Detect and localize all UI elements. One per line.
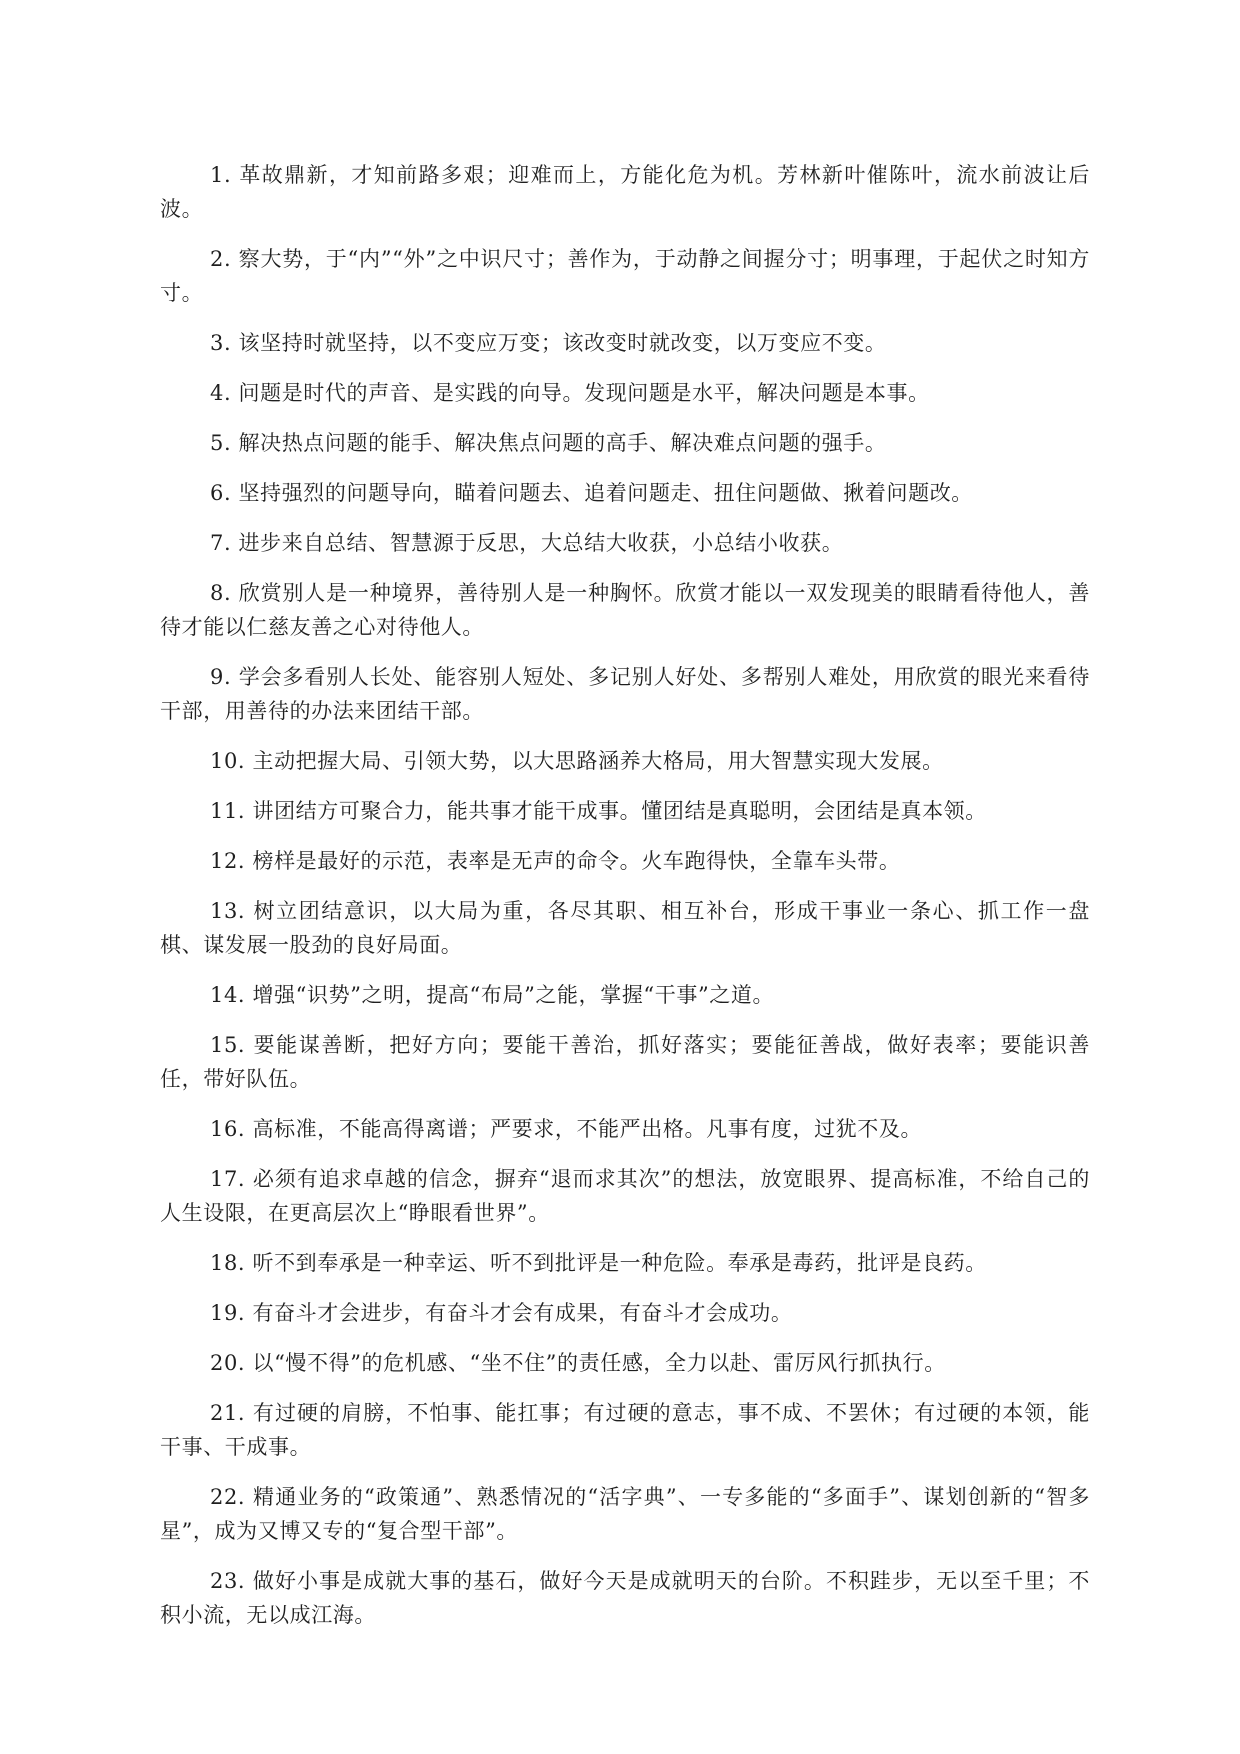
- list-item: 15. 要能谋善断，把好方向；要能干善治，抓好落实；要能征善战，做好表率；要能识善任，带好队伍。: [160, 1033, 1090, 1091]
- list-item: 12. 榜样是最好的示范，表率是无声的命令。火车跑得快，全靠车头带。: [210, 849, 901, 873]
- list-item: 19. 有奋斗才会进步，有奋斗才会有成果，有奋斗才会成功。: [210, 1301, 793, 1325]
- list-item: 17. 必须有追求卓越的信念，摒弃“退而求其次”的想法，放宽眼界、提高标准，不给自己的人生设限，在更高层次上“睁眼看世界”。: [160, 1167, 1090, 1225]
- list-item: 23. 做好小事是成就大事的基石，做好今天是成就明天的台阶。不积跬步，无以至千里；不积小流，无以成江海。: [160, 1569, 1090, 1627]
- document-body: [160, 158, 1090, 1648]
- list-item: 5. 解决热点问题的能手、解决焦点问题的高手、解决难点问题的强手。: [210, 431, 887, 455]
- list-item: 1. 革故鼎新，才知前路多艰；迎难而上，方能化危为机。芳林新叶催陈叶，流水前波让后波。: [160, 163, 1090, 221]
- list-item: 16. 高标准，不能高得离谱；严要求，不能严出格。凡事有度，过犹不及。: [210, 1117, 923, 1141]
- list-item: 11. 讲团结方可聚合力，能共事才能干成事。懂团结是真聪明，会团结是真本领。: [210, 799, 987, 823]
- list-item: 21. 有过硬的肩膀，不怕事、能扛事；有过硬的意志，事不成、不罢休；有过硬的本领，能干事、干成事。: [160, 1401, 1090, 1459]
- list-item: 4. 问题是时代的声音、是实践的向导。发现问题是水平，解决问题是本事。: [210, 381, 930, 405]
- list-item: 10. 主动把握大局、引领大势，以大思路涵养大格局，用大智慧实现大发展。: [210, 749, 944, 773]
- list-item: 18. 听不到奉承是一种幸运、听不到批评是一种危险。奉承是毒药，批评是良药。: [210, 1251, 987, 1275]
- list-item: 6. 坚持强烈的问题导向，瞄着问题去、追着问题走、扭住问题做、揪着问题改。: [210, 481, 973, 505]
- list-item: 9. 学会多看别人长处、能容别人短处、多记别人好处、多帮别人难处，用欣赏的眼光来看待干部，用善待的办法来团结干部。: [160, 665, 1090, 723]
- list-item: 22. 精通业务的“政策通”、熟悉情况的“活字典”、一专多能的“多面手”、谋划创新的“智多星”，成为又博又专的“复合型干部”。: [160, 1485, 1090, 1543]
- list-item: 13. 树立团结意识，以大局为重，各尽其职、相互补台，形成干事业一条心、抓工作一盘棋、谋发展一股劲的良好局面。: [160, 899, 1090, 957]
- list-item: 14. 增强“识势”之明，提高“布局”之能，掌握“干事”之道。: [210, 983, 775, 1007]
- list-item: 20. 以“慢不得”的危机感、“坐不住”的责任感，全力以赴、雷厉风行抓执行。: [210, 1351, 946, 1375]
- list-item: 3. 该坚持时就坚持，以不变应万变；该改变时就改变，以万变应不变。: [210, 331, 887, 355]
- list-item: 2. 察大势，于“内”“外”之中识尺寸；善作为，于动静之间握分寸；明事理，于起伏之时知方寸。: [160, 247, 1090, 305]
- list-item: 8. 欣赏别人是一种境界，善待别人是一种胸怀。欣赏才能以一双发现美的眼睛看待他人，善待才能以仁慈友善之心对待他人。: [160, 581, 1090, 639]
- list-item: 7. 进步来自总结、智慧源于反思，大总结大收获，小总结小收获。: [210, 531, 844, 555]
